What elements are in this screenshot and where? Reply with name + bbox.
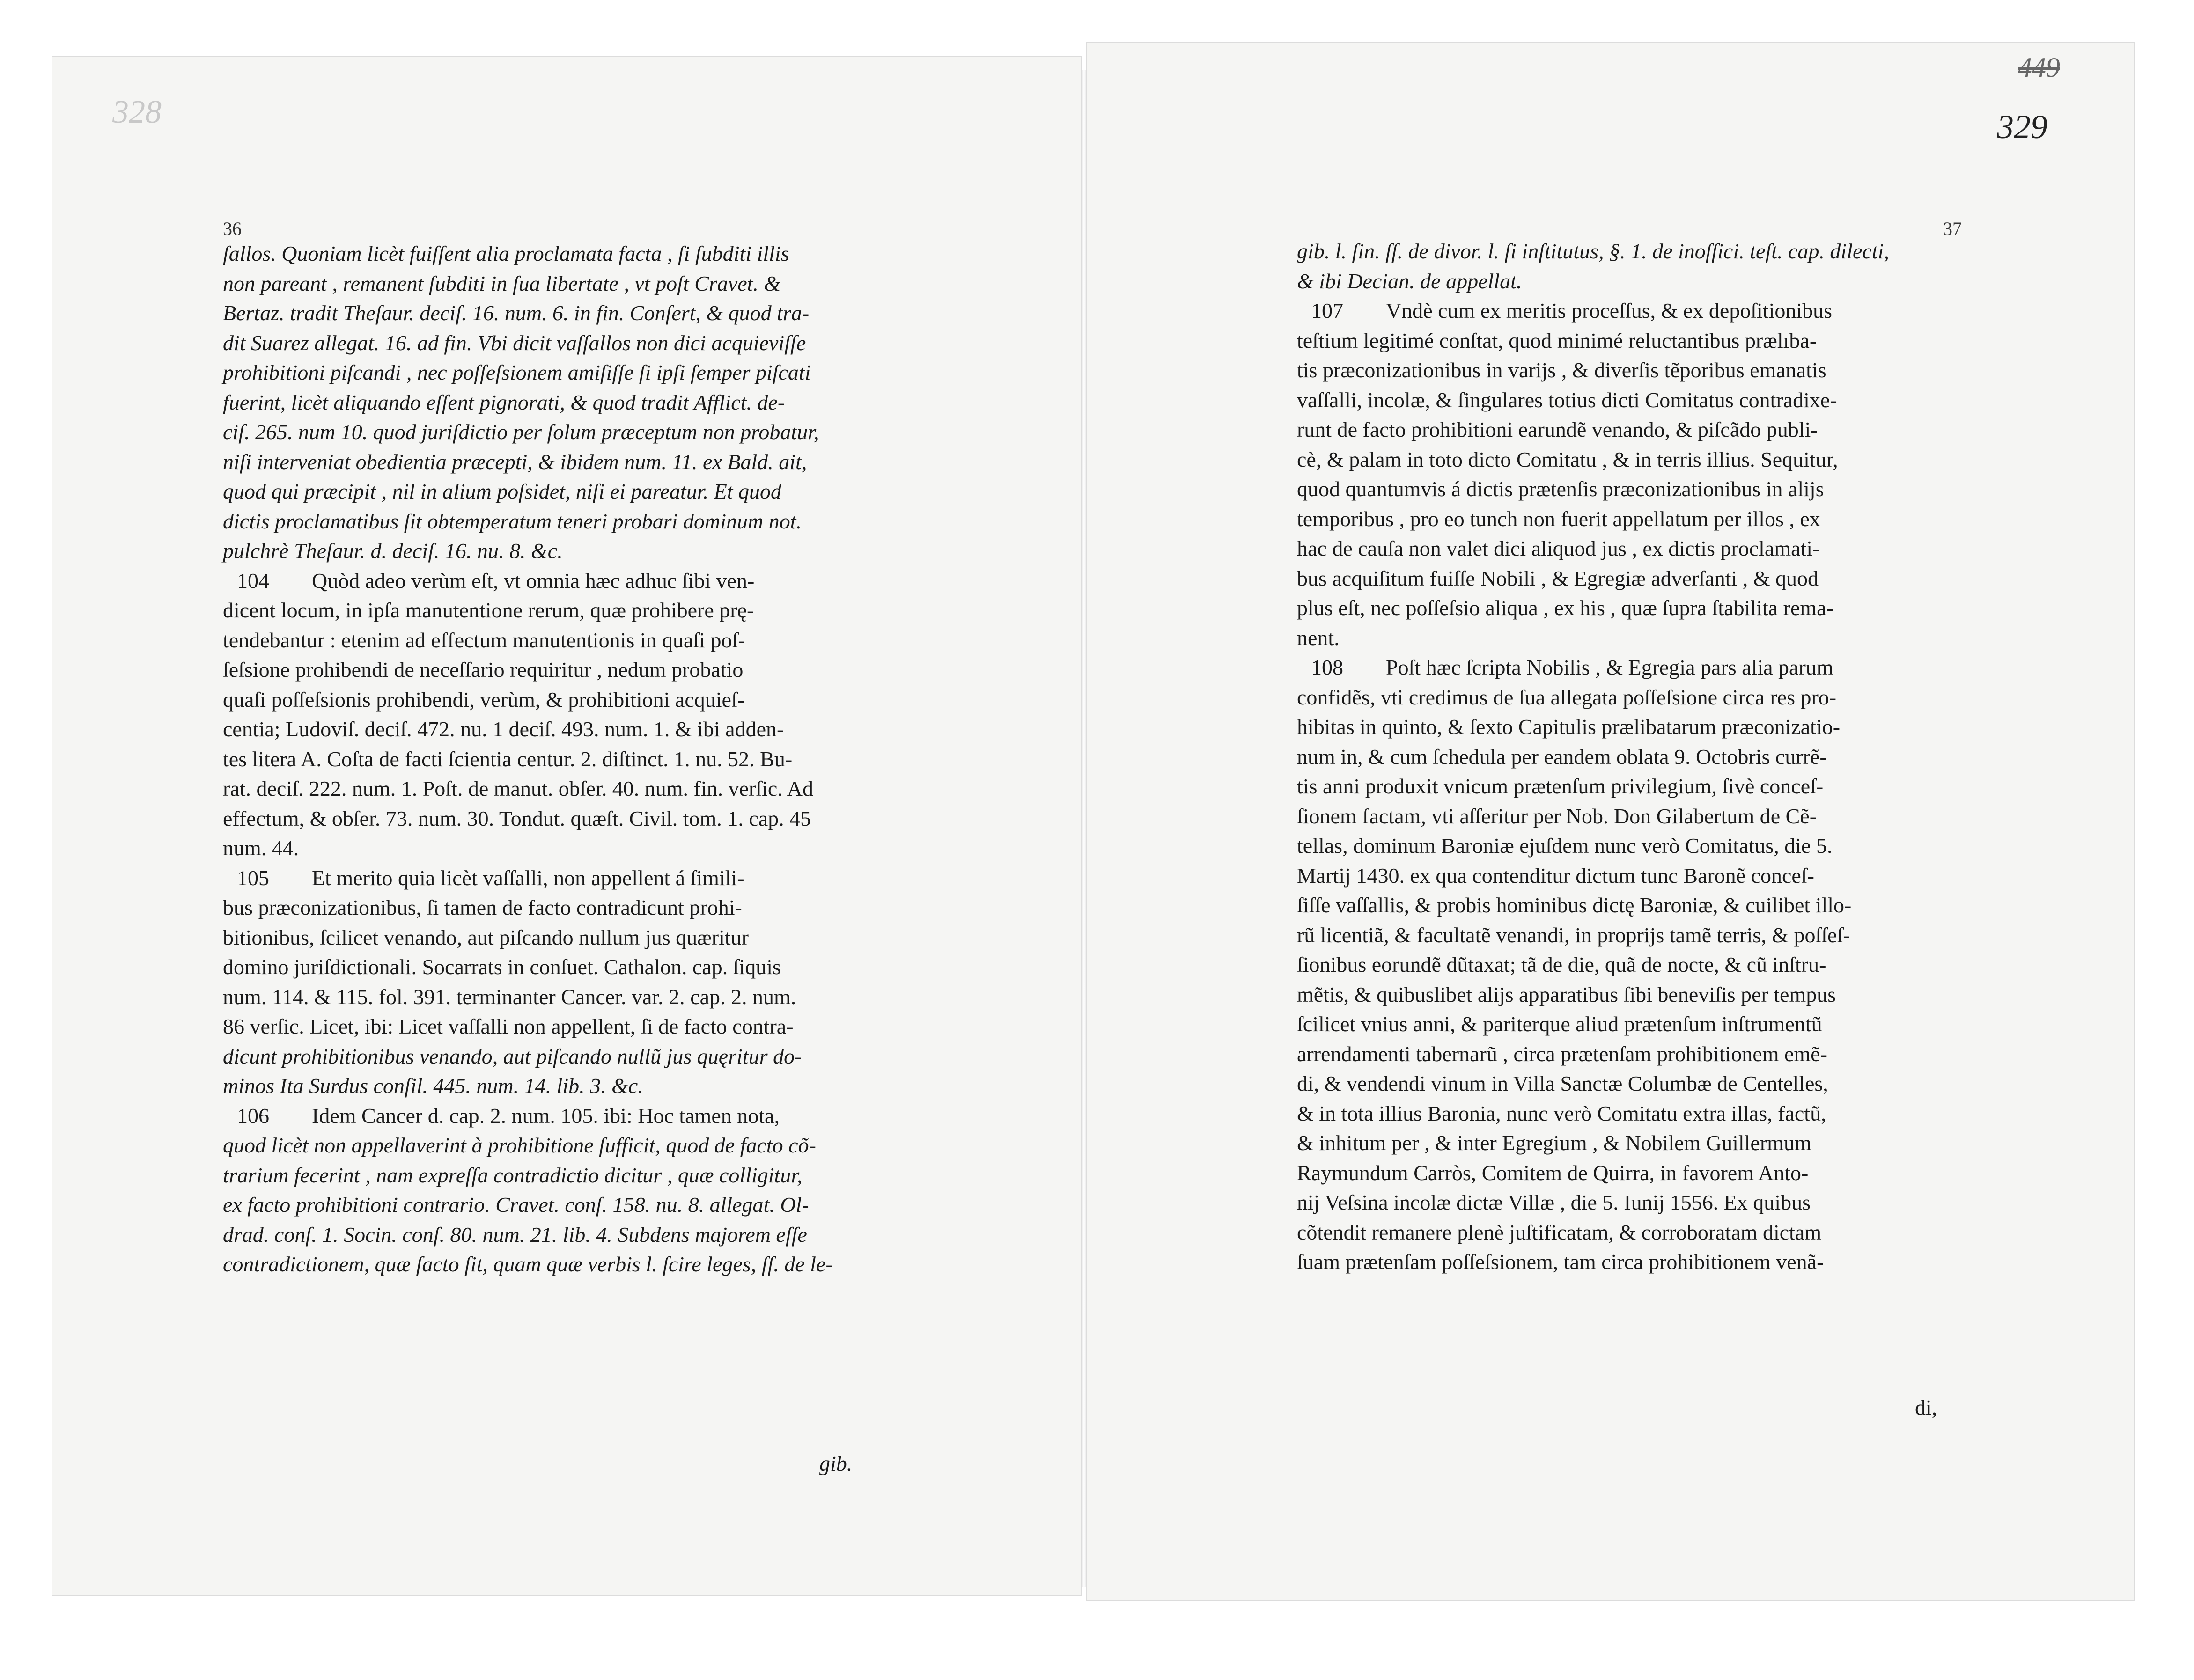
text-line — [1297, 831, 1999, 861]
line-text: & inhitum per , & inter Egregium , & Nobilem Guillermum — [1297, 1131, 1811, 1155]
line-text: fuerint, licèt aliquando eſſent pignorati, & quod tradit Afflict. de- — [223, 390, 785, 414]
line-text: dit Suarez allegat. 16. ad fin. Vbi dicit vaſſallos non dici acquieviſſe — [223, 330, 806, 355]
text-line — [223, 982, 930, 1012]
text-line — [223, 298, 930, 328]
line-text: tellas, dominum Baroniæ ejuſdem nunc verò Comitatus, die 5. — [1297, 834, 1833, 858]
paragraph-number: 104 — [237, 568, 269, 593]
line-text: ſionibus eorundẽ dũtaxat; tã de die, quã de nocte, & cũ inſtru- — [1297, 953, 1826, 976]
text-line — [1297, 534, 1999, 564]
text-line — [223, 595, 930, 625]
text-line — [223, 655, 930, 685]
line-text: domino juriſdictionali. Socarrats in conſuet. Cathalon. cap. ſiquis — [223, 955, 781, 979]
line-text: tis præconizationibus in varijs , & diverſis tẽporibus emanatis — [1297, 358, 1826, 382]
left-page — [52, 56, 1082, 1596]
text-line — [223, 714, 930, 744]
text-line — [223, 1190, 930, 1220]
line-text: drad. conſ. 1. Socin. conſ. 80. num. 21. lib. 4. Subdens majorem eſſe — [223, 1222, 807, 1247]
paragraph-number: 107 — [1311, 299, 1343, 323]
text-line — [223, 1220, 930, 1250]
line-text: non pareant , remanent ſubditi in ſua libertate , vt poſt Cravet. & — [223, 271, 781, 295]
line-text: temporibus , pro eo tunch non fuerit appellatum per illos , ex — [1297, 506, 1820, 531]
line-text: bitionibus, ſcilicet venando, aut piſcando nullum jus quæritur — [223, 925, 749, 949]
line-text: teſtium legitimé conſtat, quod minimé reluctantibus prælıba- — [1297, 328, 1817, 352]
line-text: 86 verſic. Licet, ibi: Licet vaſſalli non appellent, ſi de facto contra- — [223, 1014, 794, 1038]
text-line — [223, 417, 930, 447]
text-line — [1297, 801, 1999, 831]
line-text: hac de cauſa non valet dici aliquod jus , ex dictis proclamati- — [1297, 536, 1820, 560]
line-text: bus acquiſitum fuiſſe Nobili , & Egregiæ adverſanti , & quod — [1297, 566, 1819, 590]
text-line — [223, 566, 930, 596]
text-line — [1297, 1218, 1999, 1247]
text-line — [223, 952, 930, 982]
line-text: niſi interveniat obedientia præcepti, & ibidem num. 11. ex Bald. ait, — [223, 449, 807, 474]
left-page-text — [223, 239, 930, 1279]
text-line — [1297, 1009, 1999, 1039]
text-line — [223, 269, 930, 299]
line-text: ciſ. 265. num 10. quod juriſdictio per ſolum præceptum non probatur, — [223, 420, 819, 444]
text-line — [223, 477, 930, 506]
line-text: tis anni produxit vnicum prætenſum privilegium, ſivè conceſ- — [1297, 774, 1824, 798]
line-text: Poſt hæc ſcripta Nobilis , & Egregia pars alia parum — [1386, 655, 1833, 679]
line-text: hibitas in quinto, & ſexto Capitulis prælibatarum præconizatio- — [1297, 715, 1841, 739]
text-line — [1297, 890, 1999, 920]
line-text: pulchrè Theſaur. d. deciſ. 16. nu. 8. &c. — [223, 539, 563, 563]
text-line — [223, 744, 930, 774]
right-page — [1086, 42, 2135, 1601]
text-line — [223, 1071, 930, 1101]
line-text: ex facto prohibitioni contrario. Cravet. conſ. 158. nu. 8. allegat. Ol- — [223, 1193, 809, 1217]
text-line — [223, 1101, 930, 1131]
line-text: Martij 1430. ex qua contenditur dictum tunc Baronẽ conceſ- — [1297, 863, 1814, 888]
line-text: dictis proclamatibus ſit obtemperatum teneri probari dominum not. — [223, 509, 802, 533]
text-line — [223, 804, 930, 834]
line-text: num. 114. & 115. fol. 391. terminanter Cancer. var. 2. cap. 2. num. — [223, 984, 796, 1009]
line-text: num. 44. — [223, 836, 299, 860]
text-line — [223, 1249, 930, 1279]
text-line — [223, 685, 930, 715]
line-text: quod quantumvis á dictis prætenſis præconizationibus in alijs — [1297, 477, 1824, 501]
line-text: cè, & palam in toto dicto Comitatu , & in terris illius. Sequitur, — [1297, 447, 1838, 471]
line-text: mẽtis, & quibuslibet alijs apparatibus ſibi beneviſis per tempus — [1297, 982, 1836, 1006]
line-text: ſionem factam, vti aſſeritur per Nob. Don Gilabertum de Cẽ- — [1297, 804, 1817, 828]
line-text: Quòd adeo verùm eſt, vt omnia hæc adhuc ſibi ven- — [312, 568, 755, 593]
text-line — [223, 1160, 930, 1190]
text-line — [1297, 1069, 1999, 1099]
text-line — [1297, 415, 1999, 445]
text-line — [223, 1130, 930, 1160]
text-line — [1297, 653, 1999, 682]
line-text: cõtendit remanere plenè juſtificatam, & corroboratam dictam — [1297, 1220, 1822, 1244]
text-line — [1297, 861, 1999, 891]
line-text: dicunt prohibitionibus venando, aut piſcando nullũ jus quęritur do- — [223, 1044, 802, 1068]
left-page-number: 36 — [223, 218, 242, 239]
text-line — [223, 447, 930, 477]
ghost-folio-number: 328 — [112, 94, 162, 130]
line-text: vaſſalli, incolæ, & ſingulares totius dicti Comitatus contradixe- — [1297, 388, 1837, 412]
text-line — [1297, 504, 1999, 534]
line-text: confidẽs, vti credimus de ſua allegata poſſeſsione circa res pro- — [1297, 685, 1837, 709]
line-text: & in tota illius Baronia, nunc verò Comitatu extra illas, factũ, — [1297, 1101, 1826, 1125]
text-line — [223, 328, 930, 358]
text-line — [223, 625, 930, 655]
text-line — [1297, 593, 1999, 623]
line-text: runt de facto prohibitioni earundẽ venando, & piſcãdo publi- — [1297, 418, 1818, 441]
line-text: Vndè cum ex meritis proceſſus, & ex depoſitionibus — [1386, 299, 1833, 323]
text-line — [1297, 920, 1999, 950]
line-text: quod qui præcipit , nil in alium poſsidet, niſi ei pareatur. Et quod — [223, 479, 782, 503]
line-text: rat. deciſ. 222. num. 1. Poſt. de manut. obſer. 40. num. fin. verſic. Ad — [223, 777, 813, 800]
text-line — [223, 893, 930, 923]
line-text: ſallos. Quoniam licèt fuiſſent alia proclamata facta , ſi ſubditi illis — [223, 242, 789, 265]
line-text: ſcilicet vnius anni, & pariterque aliud prætenſum inſtrumentũ — [1297, 1012, 1822, 1036]
line-text: Raymundum Carròs, Comitem de Quirra, in favorem Anto- — [1297, 1160, 1809, 1185]
right-page-number: 37 — [1943, 218, 1962, 239]
right-page-text — [1297, 236, 1999, 1277]
text-line — [223, 536, 930, 566]
text-line — [1297, 355, 1999, 385]
line-text: plus eſt, nec poſſeſsio aliqua , ex his , quæ ſupra ſtabilita rema- — [1297, 596, 1833, 620]
line-text: bus præconizationibus, ſi tamen de facto contradicunt prohi- — [223, 895, 742, 919]
text-line — [1297, 445, 1999, 475]
line-text: & ibi Decian. de appellat. — [1297, 269, 1522, 293]
line-text: minos Ita Surdus conſil. 445. num. 14. lib. 3. &c. — [223, 1074, 643, 1098]
text-line — [223, 923, 930, 953]
text-line — [1297, 1099, 1999, 1129]
left-catchword: gib. — [819, 1452, 853, 1475]
line-text: rũ licentiã, & facultatẽ venandi, in proprijs tamẽ terris, & poſſeſ- — [1297, 923, 1850, 947]
line-text: num in, & cum ſchedula per eandem oblata 9. Octobris currẽ- — [1297, 744, 1827, 769]
line-text: quaſi poſſeſsionis prohibendi, verùm, & prohibitioni acquieſ- — [223, 687, 745, 712]
line-text: gib. l. fin. ff. de divor. l. ſi inſtitutus, §. 1. de inoffici. teſt. cap. dilecti, — [1297, 239, 1889, 263]
paragraph-number: 105 — [237, 866, 269, 890]
text-line — [1297, 1158, 1999, 1188]
line-text: prohibitioni piſcandi , nec poſſeſsionem amiſiſſe ſi ipſi ſemper piſcati — [223, 360, 811, 384]
text-line — [223, 833, 930, 863]
text-line — [1297, 296, 1999, 326]
text-line — [1297, 1039, 1999, 1069]
line-text: Et merito quia licèt vaſſalli, non appellent á ſimili- — [312, 866, 744, 890]
text-line — [1297, 266, 1999, 296]
text-line — [1297, 1188, 1999, 1218]
text-line — [1297, 712, 1999, 742]
text-line — [1297, 326, 1999, 356]
line-text: quod licèt non appellaverint à prohibitione ſufficit, quod de facto cõ- — [223, 1133, 816, 1157]
text-line — [1297, 682, 1999, 712]
line-text: tendebantur : etenim ad effectum manutentionis in quaſi poſ- — [223, 628, 745, 652]
text-line — [1297, 1128, 1999, 1158]
text-line — [223, 239, 930, 269]
line-text: Bertaz. tradit Theſaur. deciſ. 16. num. 6. in fin. Conſert, & quod tra- — [223, 301, 810, 325]
line-text: dicent locum, in ipſa manutentione rerum, quæ prohibere prę- — [223, 598, 754, 622]
text-line — [1297, 742, 1999, 772]
text-line — [223, 774, 930, 804]
text-line — [1297, 771, 1999, 801]
line-text: trarium fecerint , nam expreſſa contradictio dicitur , quæ colligitur, — [223, 1163, 803, 1187]
handwritten-folio-number: 329 — [1997, 108, 2047, 146]
line-text: ſuam prætenſam poſſeſsionem, tam circa prohibitionem venã- — [1297, 1250, 1824, 1274]
text-line — [223, 388, 930, 418]
text-line — [223, 1042, 930, 1071]
line-text: effectum, & obſer. 73. num. 30. Tondut. quæſt. Civil. tom. 1. cap. 45 — [223, 806, 811, 830]
text-line — [223, 863, 930, 893]
text-line — [1297, 980, 1999, 1010]
line-text: nent. — [1297, 625, 1340, 650]
line-text: contradictionem, quæ facto fit, quam quæ verbis l. ſcire leges, ff. de le- — [223, 1252, 833, 1276]
paragraph-number: 108 — [1311, 655, 1343, 679]
line-text: di, & vendendi vinum in Villa Sanctæ Columbæ de Centelles, — [1297, 1071, 1828, 1095]
line-text: nij Veſsina incolæ dictæ Villæ , die 5. Iunij 1556. Ex quibus — [1297, 1190, 1811, 1214]
text-line — [1297, 950, 1999, 980]
struck-folio-number: 449 — [2018, 52, 2060, 83]
paragraph-number: 106 — [237, 1103, 269, 1128]
text-line — [1297, 623, 1999, 653]
text-line — [1297, 564, 1999, 594]
text-line — [1297, 385, 1999, 415]
line-text: tes litera A. Coſta de facti ſcientia centur. 2. diſtinct. 1. nu. 52. Bu- — [223, 747, 793, 771]
text-line — [223, 506, 930, 536]
text-line — [1297, 474, 1999, 504]
text-line — [1297, 236, 1999, 266]
line-text: Idem Cancer d. cap. 2. num. 105. ibi: Hoc tamen nota, — [312, 1103, 780, 1128]
line-text: centia; Ludoviſ. deciſ. 472. nu. 1 deciſ. 493. num. 1. & ibi adden- — [223, 717, 784, 741]
text-line — [1297, 1247, 1999, 1277]
line-text: arrendamenti tabernarũ , circa prætenſam prohibitionem emẽ- — [1297, 1042, 1827, 1066]
text-line — [223, 1012, 930, 1042]
text-line — [223, 358, 930, 388]
line-text: ſeſsione prohibendi de neceſſario requiritur , nedum probatio — [223, 658, 744, 682]
right-catchword: di, — [1915, 1395, 1937, 1419]
line-text: ſiſſe vaſſallis, & probis hominibus dictę Baroniæ, & cuilibet illo- — [1297, 893, 1852, 917]
